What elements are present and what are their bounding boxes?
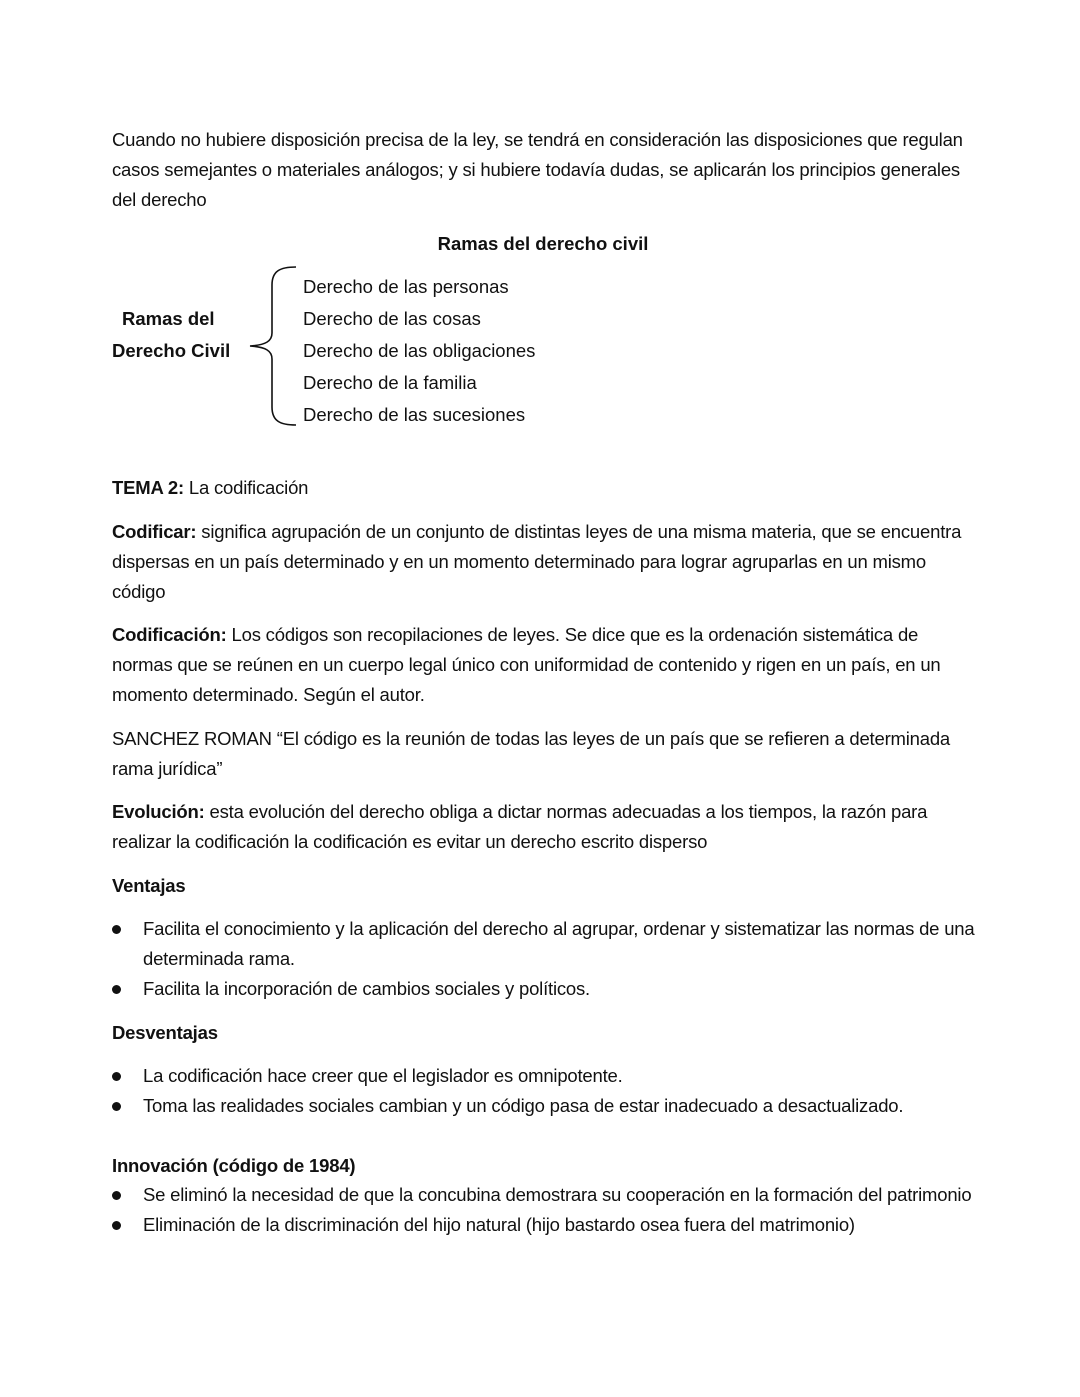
codificacion-term: Codificación: xyxy=(112,624,227,645)
ventajas-list xyxy=(112,914,982,1004)
curly-brace-icon xyxy=(246,265,300,427)
diagram-root-label-line2: Derecho Civil xyxy=(112,340,231,361)
desventajas-list xyxy=(112,1061,982,1121)
list-item-text: La codificación hace creer que el legislador es omnipotente. xyxy=(143,1065,623,1086)
list-item-text: Facilita el conocimiento y la aplicación del derecho al agrupar, ordenar y sistematizar las normas de una determinada rama. xyxy=(143,918,975,969)
bullet-icon xyxy=(112,985,121,994)
quote-paragraph: SANCHEZ ROMAN “El código es la reunión de todas las leyes de un país que se refieren a determinada rama jurídica” xyxy=(112,728,951,779)
bullet-icon xyxy=(112,1221,121,1230)
innovacion-heading: Innovación (código de 1984) xyxy=(112,1155,356,1176)
diagram-branch-item: Derecho de las personas xyxy=(303,276,509,297)
list-item xyxy=(112,914,982,974)
list-item-text: Facilita la incorporación de cambios sociales y políticos. xyxy=(143,978,590,999)
bullet-icon xyxy=(112,1072,121,1081)
ventajas-heading: Ventajas xyxy=(112,875,186,896)
desventajas-heading: Desventajas xyxy=(112,1022,218,1043)
tema-heading xyxy=(112,473,982,503)
codificar-paragraph xyxy=(112,517,982,607)
codificar-text: significa agrupación de un conjunto de distintas leyes de una misma materia, que se encuentra dispersas en un país determinado y en un momento determinado para lograr agruparlas en un mismo código xyxy=(112,521,962,602)
diagram-root-label xyxy=(112,303,230,367)
list-item-text: Se eliminó la necesidad de que la concubina demostrara su cooperación en la formación del patrimonio xyxy=(143,1184,972,1205)
tema-title: La codificación xyxy=(183,477,309,498)
bullet-icon xyxy=(112,1102,121,1111)
list-item xyxy=(112,1091,982,1121)
diagram-title: Ramas del derecho civil xyxy=(437,233,649,254)
list-item-text: Toma las realidades sociales cambian y un código pasa de estar inadecuado a desactualizado. xyxy=(143,1095,904,1116)
codificar-term: Codificar: xyxy=(112,521,197,542)
intro-paragraph: Cuando no hubiere disposición precisa de la ley, se tendrá en consideración las disposiciones que regulan casos semejantes o materiales análogos; y si hubiere todavía dudas, se aplicarán los principios generales del derecho xyxy=(112,129,963,210)
innovacion-list xyxy=(112,1180,982,1240)
evolucion-paragraph xyxy=(112,797,982,857)
diagram-branch-item: Derecho de las sucesiones xyxy=(303,404,526,425)
codificacion-paragraph xyxy=(112,620,982,710)
diagram-root-label-line1: Ramas del xyxy=(122,308,215,329)
evolucion-term: Evolución: xyxy=(112,801,205,822)
evolucion-text: esta evolución del derecho obliga a dictar normas adecuadas a los tiempos, la razón para realizar la codificación la codificación es evitar un derecho escrito disperso xyxy=(112,801,928,852)
list-item xyxy=(112,1180,982,1210)
list-item-text: Eliminación de la discriminación del hijo natural (hijo bastardo osea fuera del matrimonio) xyxy=(143,1214,855,1235)
diagram-branch-item: Derecho de las obligaciones xyxy=(303,340,536,361)
codificacion-text: Los códigos son recopilaciones de leyes. Se dice que es la ordenación sistemática de normas que se reúnen en un cuerpo legal único con uniformidad de contenido y rigen en un país, en un momento determinado. Según el autor. xyxy=(112,624,941,705)
diagram-branch-item: Derecho de las cosas xyxy=(303,308,481,329)
tema-label: TEMA 2: xyxy=(112,477,184,498)
list-item xyxy=(112,1061,982,1091)
list-item xyxy=(112,974,982,1004)
diagram-branch-item: Derecho de la familia xyxy=(303,372,477,393)
bullet-icon xyxy=(112,925,121,934)
list-item xyxy=(112,1210,982,1240)
bullet-icon xyxy=(112,1191,121,1200)
diagram-branch-list xyxy=(303,271,535,431)
